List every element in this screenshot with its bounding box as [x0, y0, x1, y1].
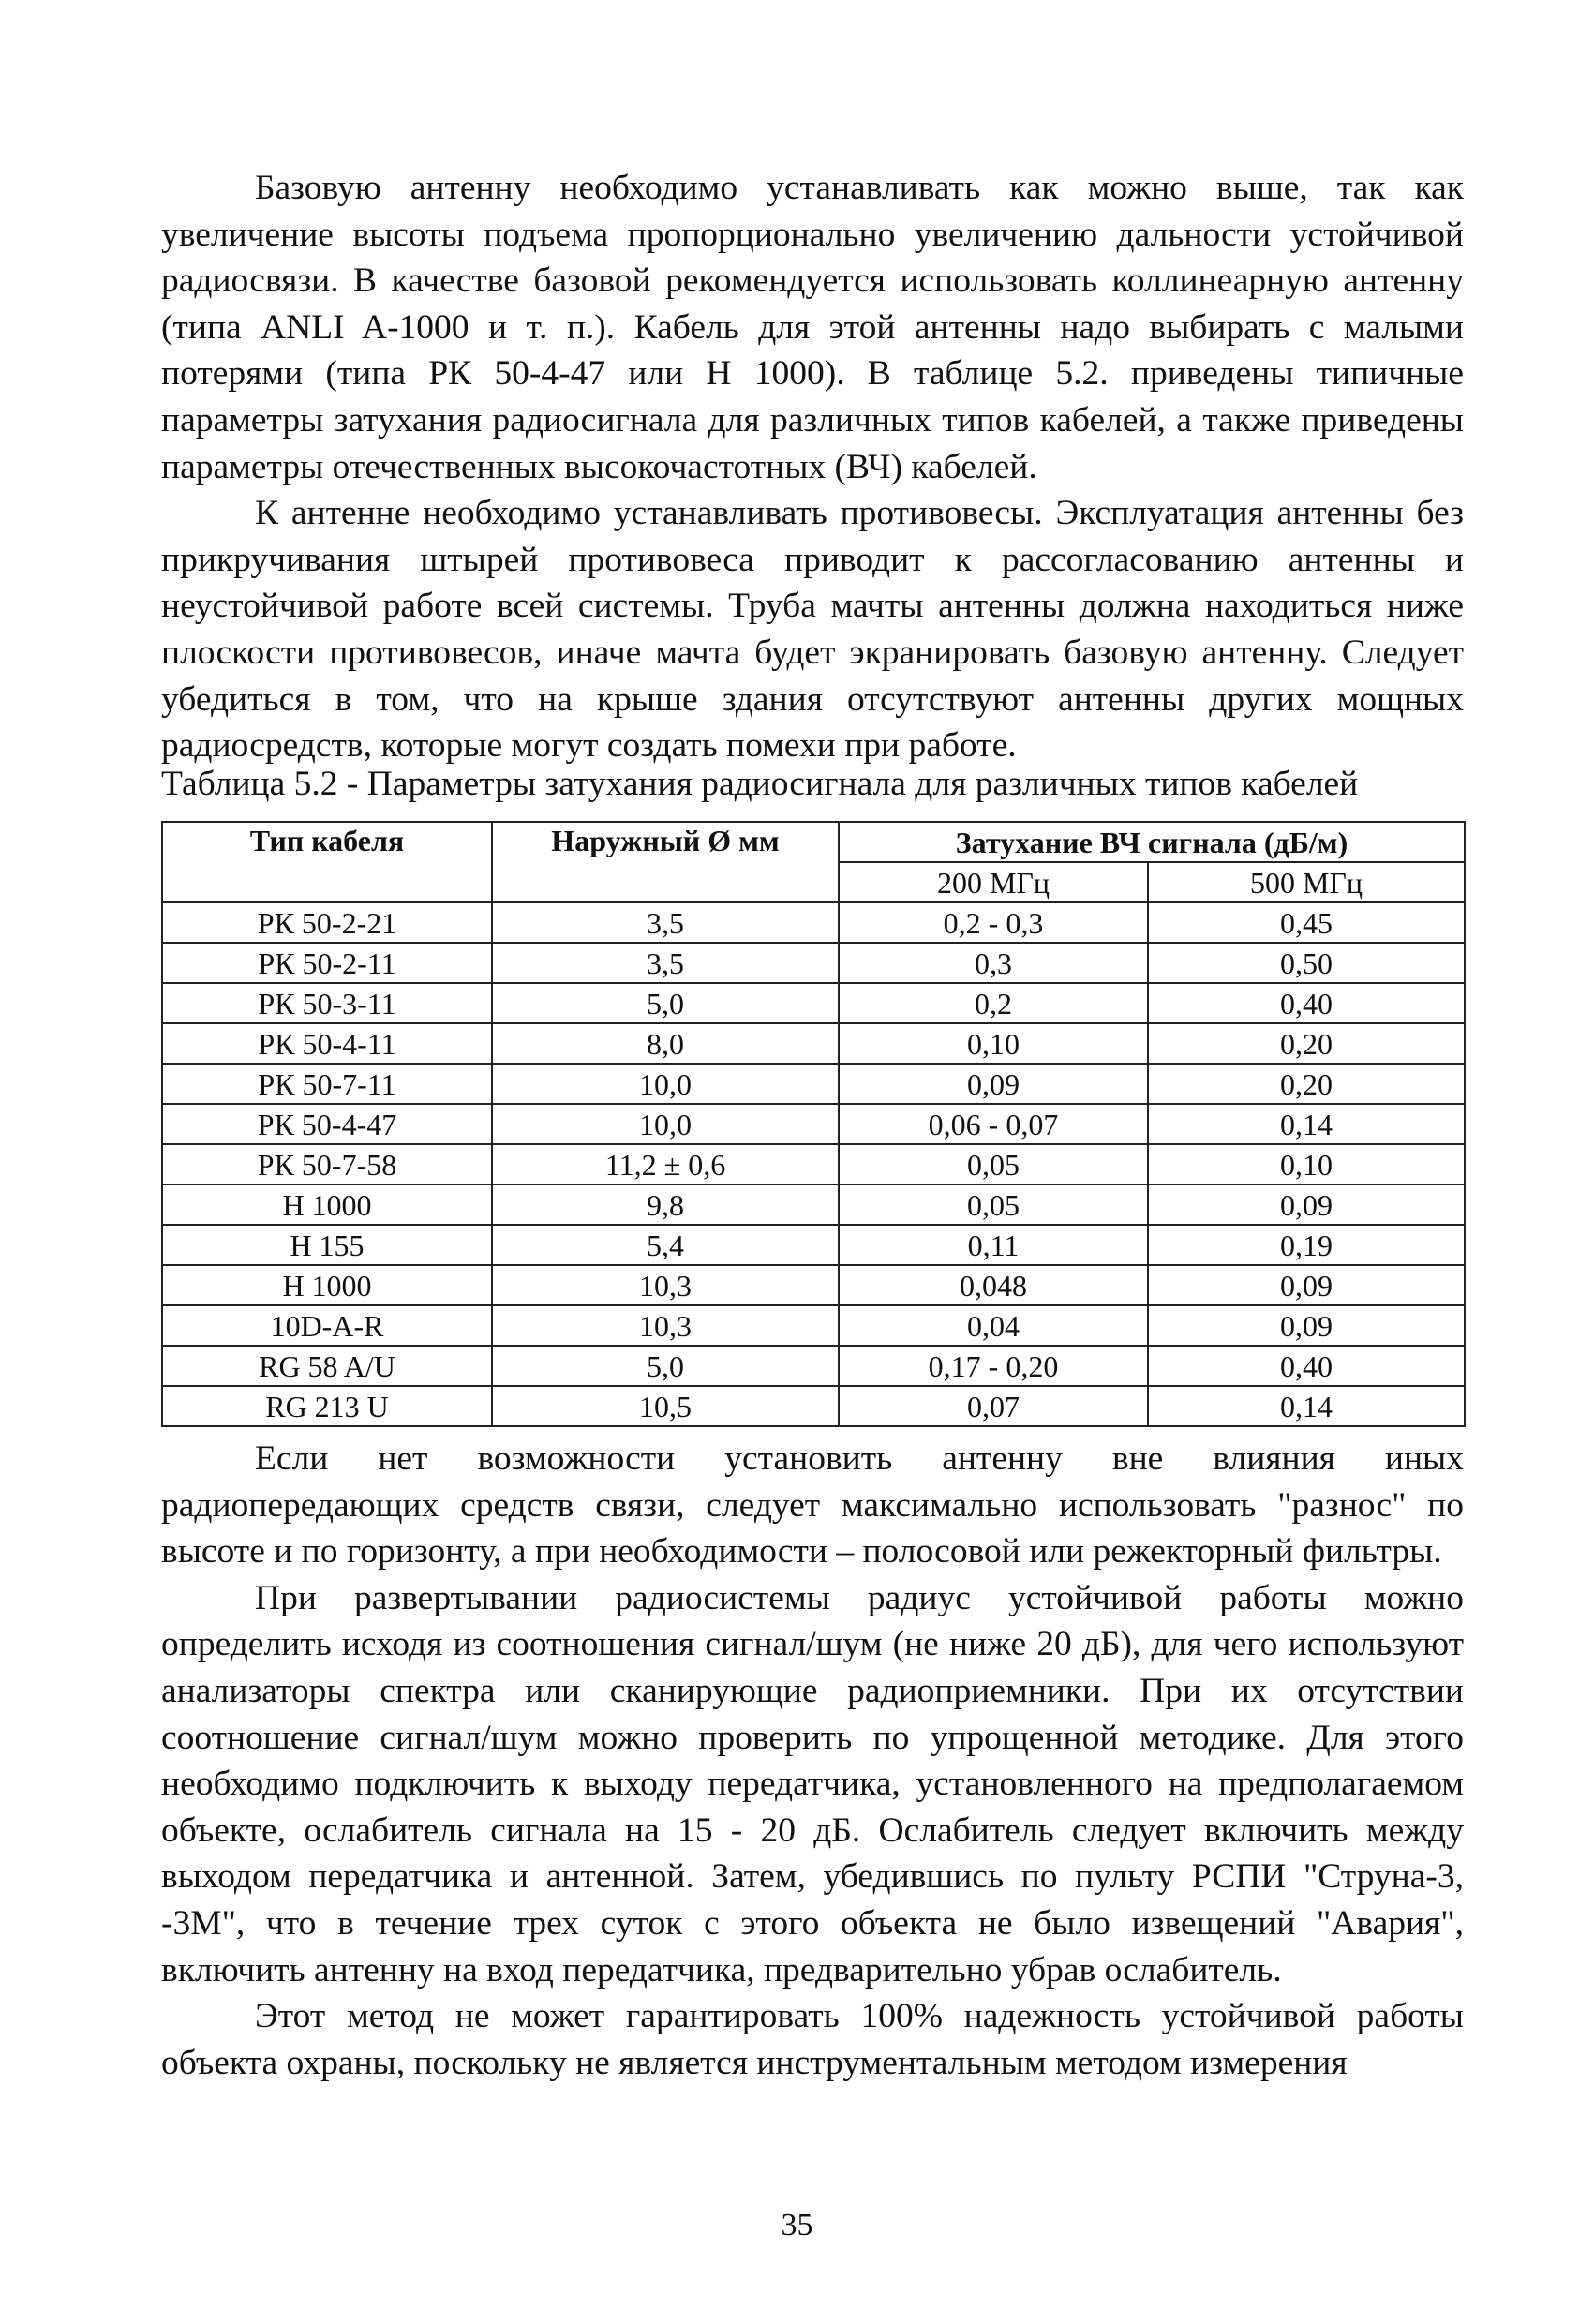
- cell-cable-type: РК 50-3-11: [162, 983, 492, 1023]
- cell-attenuation-500: 0,20: [1148, 1064, 1465, 1104]
- table-row: [162, 983, 1465, 1023]
- paragraph: При развертывании радиосистемы радиус устойчивой работы можно определить исходя из соотношения сигнал/шум (не ниже 20 дБ), для чего используют анализаторы спектра или сканирующие радиоприемники. При их отсутствии соотношение сигнал/шум можно проверить по упрощенной методике. Для этого необходимо подключить к выходу передатчика, установленного на предполагаемом объекте, ослабитель сигнала на 15 - 20 дБ. Ослабитель следует включить между выходом передатчика и антенной. Затем, убедившись по пульту РСПИ "Струна-3, -3М", что в течение трех суток с этого объекта не было извещений "Авария", включить антенну на вход передатчика, предварительно убрав ослабитель.: [161, 1578, 1464, 1989]
- table-row: [162, 1265, 1465, 1305]
- cell-attenuation-200: 0,2 - 0,3: [839, 902, 1148, 943]
- paragraph: К антенне необходимо устанавливать противовесы. Эксплуатация антенны без прикручивания штырей противовеса приводит к рассогласованию антенны и неустойчивой работе всей системы. Труба мачты антенны должна находиться ниже плоскости противовесов, иначе мачта будет экранировать базовую антенну. Следует убедиться в том, что на крыше здания отсутствуют антенны других мощных радиосредств, которые могут создать помехи при работе.: [161, 494, 1464, 766]
- cell-attenuation-200: 0,048: [839, 1265, 1148, 1305]
- cell-outer-diameter: 11,2 ± 0,6: [492, 1144, 839, 1184]
- cell-attenuation-500: 0,14: [1148, 1104, 1465, 1144]
- cell-cable-type: РК 50-7-11: [162, 1064, 492, 1104]
- cell-attenuation-500: 0,09: [1148, 1184, 1465, 1225]
- header-freq-500: 500 МГц: [1148, 862, 1465, 902]
- cable-attenuation-table: [161, 821, 1466, 1427]
- cell-attenuation-500: 0,20: [1148, 1023, 1465, 1064]
- cell-cable-type: РК 50-4-47: [162, 1104, 492, 1144]
- cell-cable-type: RG 213 U: [162, 1386, 492, 1426]
- table-row: [162, 1064, 1465, 1104]
- cell-attenuation-200: 0,07: [839, 1386, 1148, 1426]
- table-row: [162, 1225, 1465, 1265]
- cell-attenuation-200: 0,10: [839, 1023, 1148, 1064]
- cell-cable-type: Н 1000: [162, 1184, 492, 1225]
- paragraph: Если нет возможности установить антенну вне влияния иных радиопередающих средств связи, следует максимально использовать "разнос" по высоте и по горизонту, а при необходимости – полосовой или режекторный фильтры.: [161, 1439, 1464, 1572]
- cell-cable-type: РК 50-2-21: [162, 902, 492, 943]
- cell-attenuation-500: 0,09: [1148, 1265, 1465, 1305]
- cell-attenuation-500: 0,10: [1148, 1144, 1465, 1184]
- cell-attenuation-500: 0,09: [1148, 1305, 1465, 1346]
- cell-outer-diameter: 10,0: [492, 1064, 839, 1104]
- cell-attenuation-200: 0,05: [839, 1184, 1148, 1225]
- cell-outer-diameter: 10,0: [492, 1104, 839, 1144]
- cell-cable-type: Н 155: [162, 1225, 492, 1265]
- cell-attenuation-500: 0,45: [1148, 902, 1465, 943]
- header-outer-diameter: Наружный Ø мм: [492, 822, 839, 902]
- table-row: [162, 1184, 1465, 1225]
- cell-attenuation-200: 0,05: [839, 1144, 1148, 1184]
- cell-outer-diameter: 9,8: [492, 1184, 839, 1225]
- cell-attenuation-500: 0,40: [1148, 1346, 1465, 1386]
- cell-attenuation-500: 0,19: [1148, 1225, 1465, 1265]
- header-attenuation: Затухание ВЧ сигнала (дБ/м): [839, 822, 1465, 862]
- cell-attenuation-200: 0,3: [839, 943, 1148, 983]
- paragraph: Этот метод не может гарантировать 100% надежность устойчивой работы объекта охраны, поскольку не является инструментальным методом измерения: [161, 1997, 1464, 2082]
- table-caption: Таблица 5.2 - Параметры затухания радиосигнала для различных типов кабелей: [161, 765, 1359, 803]
- cell-cable-type: 10D-A-R: [162, 1305, 492, 1346]
- table-row: [162, 1104, 1465, 1144]
- table-row: [162, 1144, 1465, 1184]
- cell-attenuation-200: 0,11: [839, 1225, 1148, 1265]
- cell-attenuation-500: 0,50: [1148, 943, 1465, 983]
- cell-attenuation-200: 0,2: [839, 983, 1148, 1023]
- header-freq-200: 200 МГц: [839, 862, 1148, 902]
- page-number: 35: [781, 2208, 813, 2242]
- cell-outer-diameter: 8,0: [492, 1023, 839, 1064]
- table-row: [162, 1386, 1465, 1426]
- cell-outer-diameter: 10,5: [492, 1386, 839, 1426]
- cell-outer-diameter: 3,5: [492, 943, 839, 983]
- table-row: [162, 1305, 1465, 1346]
- table-row: [162, 1023, 1465, 1064]
- cell-cable-type: RG 58 A/U: [162, 1346, 492, 1386]
- table-row: [162, 902, 1465, 943]
- cell-attenuation-200: 0,06 - 0,07: [839, 1104, 1148, 1144]
- cell-cable-type: Н 1000: [162, 1265, 492, 1305]
- cell-outer-diameter: 3,5: [492, 902, 839, 943]
- cell-attenuation-200: 0,17 - 0,20: [839, 1346, 1148, 1386]
- cell-outer-diameter: 5,0: [492, 983, 839, 1023]
- cell-outer-diameter: 5,0: [492, 1346, 839, 1386]
- text-block-top: [161, 165, 1464, 769]
- header-cable-type: Тип кабеля: [162, 822, 492, 902]
- cell-attenuation-200: 0,04: [839, 1305, 1148, 1346]
- table-row: [162, 943, 1465, 983]
- table-row: [162, 1346, 1465, 1386]
- cell-attenuation-500: 0,14: [1148, 1386, 1465, 1426]
- paragraph: Базовую антенну необходимо устанавливать как можно выше, так как увеличение высоты подъема пропорционально увеличению дальности устойчивой радиосвязи. В качестве базовой рекомендуется использовать коллинеарную антенну (типа ANLI A-1000 и т. п.). Кабель для этой антенны надо выбирать с малыми потерями (типа РК 50-4-47 или Н 1000). В таблице 5.2. приведены типичные параметры затухания радиосигнала для различных типов кабелей, а также приведены параметры отечественных высокочастотных (ВЧ) кабелей.: [161, 169, 1464, 486]
- cell-attenuation-200: 0,09: [839, 1064, 1148, 1104]
- cell-outer-diameter: 10,3: [492, 1305, 839, 1346]
- table-body: [162, 902, 1465, 1426]
- text-block-bottom: [161, 1436, 1464, 2086]
- cell-outer-diameter: 10,3: [492, 1265, 839, 1305]
- cell-cable-type: РК 50-2-11: [162, 943, 492, 983]
- cell-outer-diameter: 5,4: [492, 1225, 839, 1265]
- cell-attenuation-500: 0,40: [1148, 983, 1465, 1023]
- cell-cable-type: РК 50-7-58: [162, 1144, 492, 1184]
- cell-cable-type: РК 50-4-11: [162, 1023, 492, 1064]
